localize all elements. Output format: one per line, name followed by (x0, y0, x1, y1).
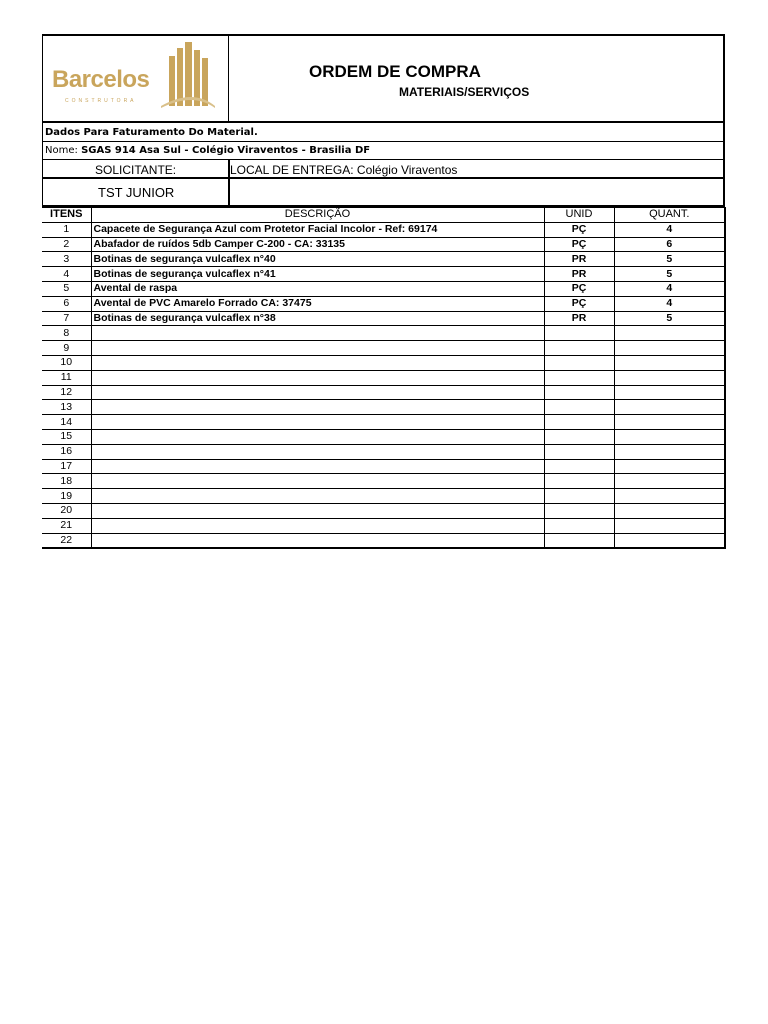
table-row (42, 385, 725, 400)
cell-quantity: 4 (614, 296, 725, 311)
table-row (42, 533, 725, 548)
items-table (42, 207, 726, 549)
cell-description (91, 533, 544, 548)
delivery-location: LOCAL DE ENTREGA: Colégio Viraventos (230, 163, 458, 177)
cell-item: 7 (42, 311, 91, 326)
cell-description (91, 326, 544, 341)
col-header-description: DESCRIÇÃO (91, 208, 544, 223)
cell-description (91, 385, 544, 400)
cell-description: Avental de PVC Amarelo Forrado CA: 37475 (91, 296, 544, 311)
cell-description: Capacete de Segurança Azul com Protetor Facial Incolor - Ref: 69174 (91, 222, 544, 237)
cell-unit (544, 385, 614, 400)
cell-item: 18 (42, 474, 91, 489)
billing-name (45, 145, 370, 156)
cell-unit (544, 400, 614, 415)
cell-description (91, 489, 544, 504)
cell-item: 15 (42, 429, 91, 444)
cell-quantity: 6 (614, 237, 725, 252)
cell-quantity (614, 459, 725, 474)
requester-name: TST JUNIOR (98, 185, 175, 200)
logo-subtitle: CONSTRUTORA (65, 98, 137, 104)
order-header (42, 34, 725, 123)
cell-item: 16 (42, 444, 91, 459)
cell-unit (544, 533, 614, 548)
cell-quantity: 5 (614, 267, 725, 282)
table-row (42, 311, 725, 326)
cell-unit (544, 444, 614, 459)
cell-quantity (614, 355, 725, 370)
cell-unit: PÇ (544, 296, 614, 311)
cell-quantity: 4 (614, 222, 725, 237)
billing-name-value: SGAS 914 Asa Sul - Colégio Viraventos - Brasilia DF (81, 145, 371, 156)
logo-wordmark: Barcelos (52, 66, 150, 93)
cell-description (91, 474, 544, 489)
table-row (42, 474, 725, 489)
table-row (42, 355, 725, 370)
cell-quantity (614, 533, 725, 548)
table-row (42, 459, 725, 474)
cell-description (91, 429, 544, 444)
table-row (42, 400, 725, 415)
cell-unit: PR (544, 311, 614, 326)
cell-item: 6 (42, 296, 91, 311)
cell-unit (544, 355, 614, 370)
cell-description (91, 444, 544, 459)
cell-unit (544, 415, 614, 430)
table-row (42, 281, 725, 296)
cell-description (91, 459, 544, 474)
cell-quantity: 4 (614, 281, 725, 296)
cell-item: 2 (42, 237, 91, 252)
purchase-order-sheet (42, 34, 725, 549)
cell-unit (544, 341, 614, 356)
table-row (42, 296, 725, 311)
cell-description (91, 518, 544, 533)
cell-item: 17 (42, 459, 91, 474)
cell-quantity: 5 (614, 311, 725, 326)
cell-quantity (614, 444, 725, 459)
cell-item: 5 (42, 281, 91, 296)
cell-description: Botinas de segurança vulcaflex n°41 (91, 267, 544, 282)
table-row (42, 370, 725, 385)
requester-value-row (42, 179, 725, 207)
company-logo (43, 36, 229, 123)
cell-unit (544, 489, 614, 504)
page-title: ORDEM DE COMPRA (309, 62, 481, 81)
cell-unit (544, 503, 614, 518)
cell-item: 22 (42, 533, 91, 548)
table-row (42, 252, 725, 267)
cell-unit: PÇ (544, 222, 614, 237)
requester-value-divider (228, 179, 230, 205)
requester-row (42, 160, 725, 179)
billing-heading: Dados Para Faturamento Do Material. (45, 127, 258, 138)
cell-quantity (614, 503, 725, 518)
cell-item: 10 (42, 355, 91, 370)
table-header-row (42, 208, 725, 223)
table-row (42, 326, 725, 341)
cell-description (91, 341, 544, 356)
cell-item: 11 (42, 370, 91, 385)
cell-unit (544, 370, 614, 385)
cell-description: Botinas de segurança vulcaflex n°40 (91, 252, 544, 267)
cell-unit: PÇ (544, 237, 614, 252)
cell-description: Avental de raspa (91, 281, 544, 296)
cell-item: 3 (42, 252, 91, 267)
cell-item: 20 (42, 503, 91, 518)
table-row (42, 489, 725, 504)
cell-description (91, 355, 544, 370)
cell-quantity (614, 489, 725, 504)
cell-description (91, 415, 544, 430)
cell-quantity (614, 341, 725, 356)
table-row (42, 429, 725, 444)
cell-description: Botinas de segurança vulcaflex n°38 (91, 311, 544, 326)
table-row (42, 341, 725, 356)
col-header-unit: UNID (544, 208, 614, 223)
billing-name-row (42, 142, 725, 160)
col-header-items: ITENS (42, 208, 91, 223)
table-row (42, 237, 725, 252)
cell-quantity (614, 385, 725, 400)
cell-unit (544, 474, 614, 489)
page-subtitle: MATERIAIS/SERVIÇOS (399, 85, 530, 99)
table-row (42, 444, 725, 459)
requester-label: SOLICITANTE: (95, 163, 177, 177)
cell-item: 8 (42, 326, 91, 341)
cell-unit: PR (544, 252, 614, 267)
cell-quantity (614, 474, 725, 489)
table-row (42, 222, 725, 237)
cell-description (91, 400, 544, 415)
cell-quantity (614, 326, 725, 341)
cell-description: Abafador de ruídos 5db Camper C-200 - CA: 33135 (91, 237, 544, 252)
cell-item: 21 (42, 518, 91, 533)
cell-item: 19 (42, 489, 91, 504)
cell-description (91, 370, 544, 385)
cell-quantity (614, 370, 725, 385)
table-row (42, 267, 725, 282)
cell-quantity (614, 415, 725, 430)
cell-item: 12 (42, 385, 91, 400)
cell-unit (544, 518, 614, 533)
cell-item: 13 (42, 400, 91, 415)
cell-unit (544, 459, 614, 474)
cell-quantity (614, 429, 725, 444)
billing-name-label: Nome: (45, 145, 78, 156)
cell-quantity: 5 (614, 252, 725, 267)
cell-item: 4 (42, 267, 91, 282)
cell-quantity (614, 518, 725, 533)
cell-description (91, 503, 544, 518)
cell-unit: PR (544, 267, 614, 282)
col-header-quantity: QUANT. (614, 208, 725, 223)
table-row (42, 415, 725, 430)
table-row (42, 503, 725, 518)
cell-unit (544, 326, 614, 341)
cell-item: 1 (42, 222, 91, 237)
cell-item: 14 (42, 415, 91, 430)
cell-unit: PÇ (544, 281, 614, 296)
table-row (42, 518, 725, 533)
cell-unit (544, 429, 614, 444)
billing-heading-row (42, 123, 725, 142)
cell-quantity (614, 400, 725, 415)
cell-item: 9 (42, 341, 91, 356)
